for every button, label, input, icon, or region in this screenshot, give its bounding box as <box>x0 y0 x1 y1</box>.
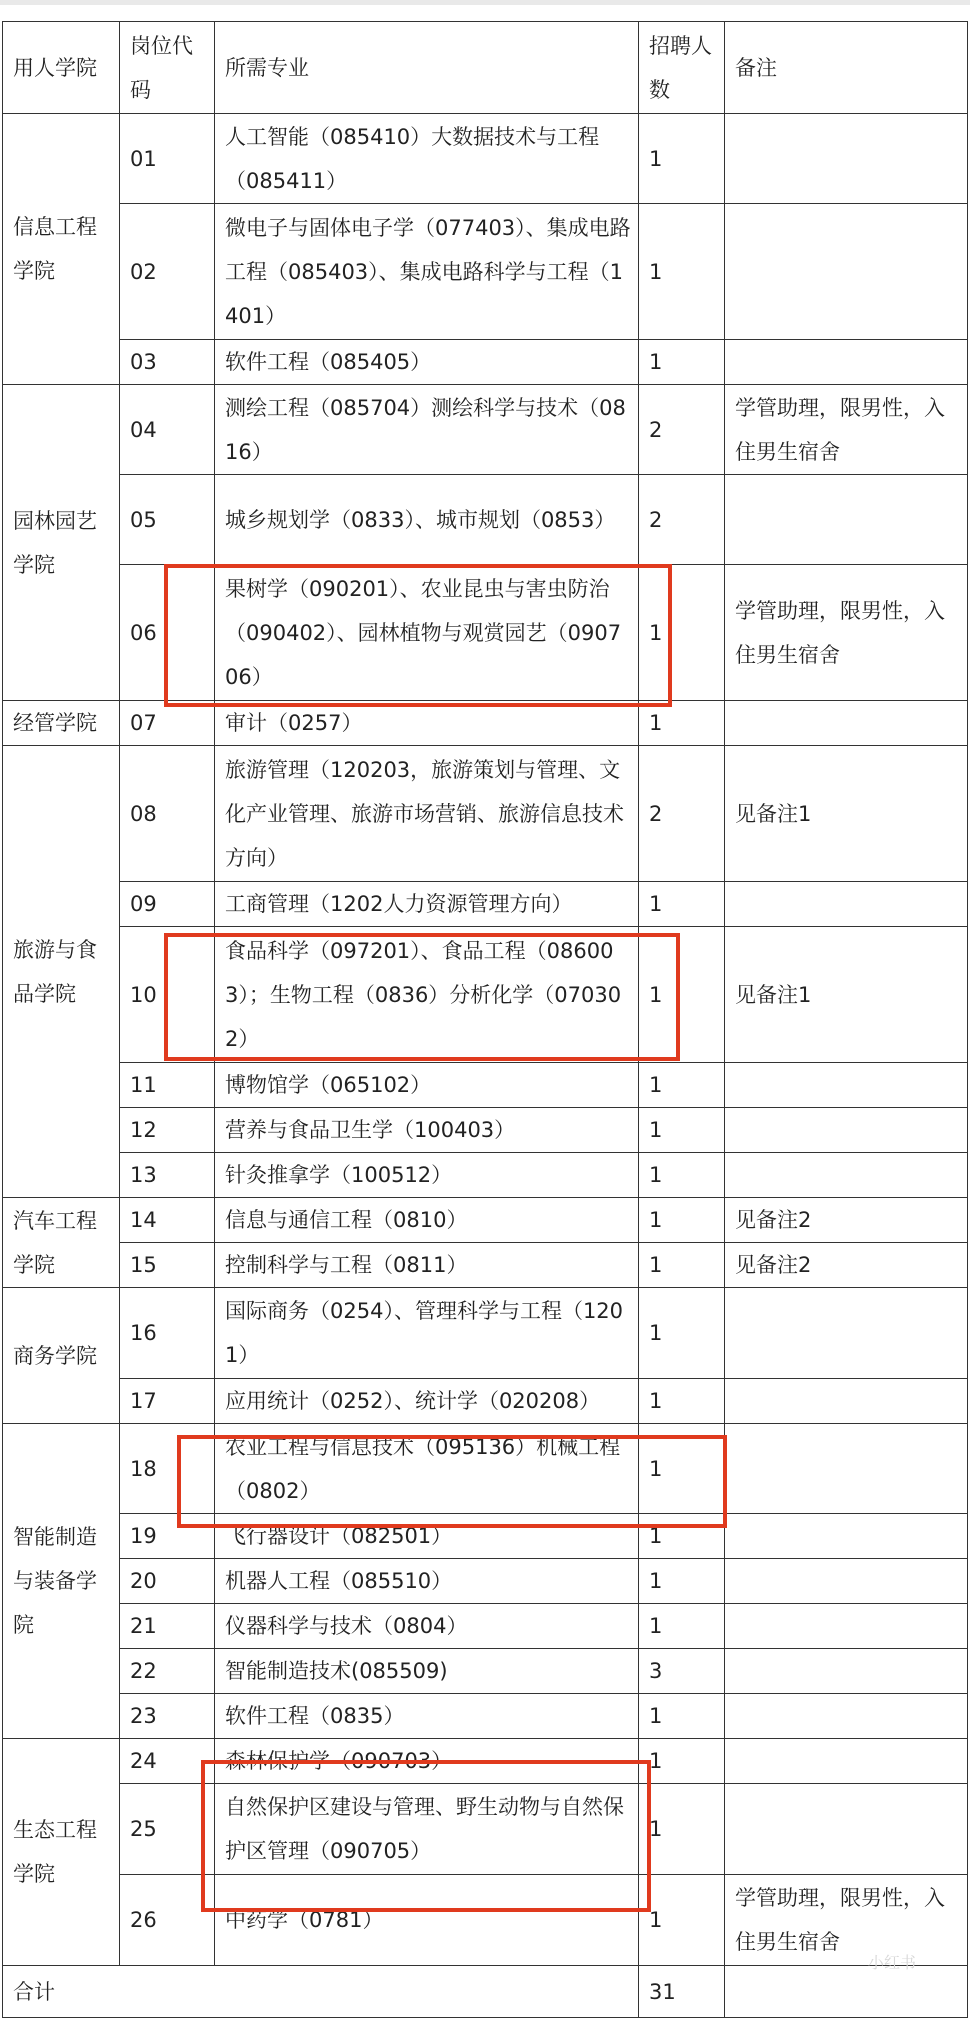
code-cell: 16 <box>120 1288 215 1379</box>
college-cell: 园林园艺学院 <box>3 385 120 701</box>
major-cell: 控制科学与工程（0811） <box>215 1243 639 1288</box>
note-cell <box>725 1604 968 1649</box>
table-row <box>3 882 968 927</box>
table-row <box>3 1559 968 1604</box>
code-cell: 10 <box>120 927 215 1063</box>
table-row <box>3 1153 968 1198</box>
code-cell: 07 <box>120 701 215 746</box>
table-row <box>3 746 968 882</box>
total-note <box>725 1966 968 2018</box>
code-cell: 05 <box>120 475 215 565</box>
table-row <box>3 1424 968 1514</box>
code-cell: 17 <box>120 1379 215 1424</box>
major-cell: 食品科学（097201）、食品工程（086003）；生物工程（0836）分析化学（070302） <box>215 927 639 1063</box>
table-row <box>3 475 968 565</box>
count-cell: 1 <box>639 701 725 746</box>
header-college: 用人学院 <box>3 22 120 114</box>
major-cell: 果树学（090201）、农业昆虫与害虫防治（090402）、园林植物与观赏园艺（090706） <box>215 565 639 701</box>
count-cell: 1 <box>639 1424 725 1514</box>
note-cell <box>725 701 968 746</box>
code-cell: 18 <box>120 1424 215 1514</box>
code-cell: 22 <box>120 1649 215 1694</box>
major-cell: 机器人工程（085510） <box>215 1559 639 1604</box>
count-cell: 1 <box>639 1243 725 1288</box>
code-cell: 19 <box>120 1514 215 1559</box>
note-cell <box>725 475 968 565</box>
code-cell: 15 <box>120 1243 215 1288</box>
major-cell: 微电子与固体电子学（077403）、集成电路工程（085403）、集成电路科学与工程（1401） <box>215 204 639 340</box>
college-cell: 汽车工程学院 <box>3 1198 120 1288</box>
count-cell: 1 <box>639 565 725 701</box>
note-cell <box>725 1559 968 1604</box>
count-cell: 1 <box>639 1694 725 1739</box>
count-cell: 1 <box>639 1153 725 1198</box>
college-cell: 经管学院 <box>3 701 120 746</box>
count-cell: 1 <box>639 1514 725 1559</box>
major-cell: 工商管理（1202人力资源管理方向） <box>215 882 639 927</box>
count-cell: 1 <box>639 204 725 340</box>
count-cell: 2 <box>639 475 725 565</box>
code-cell: 23 <box>120 1694 215 1739</box>
watermark-brand: 小红书 <box>868 1953 917 1972</box>
major-cell: 测绘工程（085704）测绘科学与技术（0816） <box>215 385 639 475</box>
code-cell: 09 <box>120 882 215 927</box>
major-cell: 应用统计（0252）、统计学（020208） <box>215 1379 639 1424</box>
note-cell <box>725 114 968 204</box>
code-cell: 24 <box>120 1739 215 1784</box>
header-major: 所需专业 <box>215 22 639 114</box>
note-cell: 学管助理，限男性，入住男生宿舍 <box>725 385 968 475</box>
table-row <box>3 385 968 475</box>
major-cell: 森林保护学（090703） <box>215 1739 639 1784</box>
college-cell: 信息工程学院 <box>3 114 120 385</box>
code-cell: 20 <box>120 1559 215 1604</box>
college-cell: 智能制造与装备学院 <box>3 1424 120 1739</box>
count-cell: 1 <box>639 1108 725 1153</box>
table-row <box>3 1694 968 1739</box>
college-cell: 生态工程学院 <box>3 1739 120 1966</box>
major-cell: 旅游管理（120203，旅游策划与管理、文化产业管理、旅游市场营销、旅游信息技术方向） <box>215 746 639 882</box>
note-cell: 见备注1 <box>725 746 968 882</box>
major-cell: 农业工程与信息技术（095136）机械工程（0802） <box>215 1424 639 1514</box>
table-row <box>3 1649 968 1694</box>
major-cell: 飞行器设计（082501） <box>215 1514 639 1559</box>
code-cell: 12 <box>120 1108 215 1153</box>
note-cell <box>725 204 968 340</box>
note-cell <box>725 1288 968 1379</box>
count-cell: 1 <box>639 114 725 204</box>
code-cell: 02 <box>120 204 215 340</box>
code-cell: 26 <box>120 1875 215 1966</box>
note-cell <box>725 1649 968 1694</box>
count-cell: 3 <box>639 1649 725 1694</box>
count-cell: 1 <box>639 1739 725 1784</box>
count-cell: 1 <box>639 1875 725 1966</box>
major-cell: 智能制造技术(085509) <box>215 1649 639 1694</box>
table-row <box>3 1514 968 1559</box>
note-cell <box>725 1063 968 1108</box>
recruitment-table <box>2 21 968 2018</box>
major-cell: 自然保护区建设与管理、野生动物与自然保护区管理（090705） <box>215 1784 639 1875</box>
note-cell <box>725 1424 968 1514</box>
count-cell: 1 <box>639 1063 725 1108</box>
table-row <box>3 1108 968 1153</box>
table-row <box>3 1288 968 1379</box>
note-cell <box>725 1694 968 1739</box>
count-cell: 1 <box>639 1379 725 1424</box>
note-cell <box>725 1153 968 1198</box>
major-cell: 信息与通信工程（0810） <box>215 1198 639 1243</box>
major-cell: 针灸推拿学（100512） <box>215 1153 639 1198</box>
table-row <box>3 204 968 340</box>
table-row <box>3 1604 968 1649</box>
header-note: 备注 <box>725 22 968 114</box>
count-cell: 1 <box>639 1288 725 1379</box>
table-row <box>3 1784 968 1875</box>
code-cell: 08 <box>120 746 215 882</box>
note-cell: 学管助理，限男性，入住男生宿舍 <box>725 565 968 701</box>
table-row <box>3 1875 968 1966</box>
code-cell: 03 <box>120 340 215 385</box>
count-cell: 2 <box>639 746 725 882</box>
major-cell: 中药学（0781） <box>215 1875 639 1966</box>
count-cell: 1 <box>639 1784 725 1875</box>
table-row <box>3 1198 968 1243</box>
note-cell <box>725 1379 968 1424</box>
note-cell: 学管助理，限男性，入住男生宿舍 <box>725 1875 968 1966</box>
major-cell: 软件工程（085405） <box>215 340 639 385</box>
note-cell <box>725 1739 968 1784</box>
header-code: 岗位代码 <box>120 22 215 114</box>
table-row <box>3 565 968 701</box>
note-cell: 见备注2 <box>725 1198 968 1243</box>
table-row <box>3 927 968 1063</box>
top-bar <box>0 0 970 5</box>
college-cell: 商务学院 <box>3 1288 120 1424</box>
table-row <box>3 1739 968 1784</box>
count-cell: 1 <box>639 1604 725 1649</box>
table-row <box>3 1379 968 1424</box>
total-row <box>3 1966 968 2018</box>
code-cell: 21 <box>120 1604 215 1649</box>
count-cell: 2 <box>639 385 725 475</box>
count-cell: 1 <box>639 1559 725 1604</box>
code-cell: 14 <box>120 1198 215 1243</box>
major-cell: 仪器科学与技术（0804） <box>215 1604 639 1649</box>
code-cell: 01 <box>120 114 215 204</box>
major-cell: 营养与食品卫生学（100403） <box>215 1108 639 1153</box>
code-cell: 25 <box>120 1784 215 1875</box>
code-cell: 11 <box>120 1063 215 1108</box>
table-row <box>3 340 968 385</box>
count-cell: 1 <box>639 340 725 385</box>
major-cell: 国际商务（0254）、管理科学与工程（1201） <box>215 1288 639 1379</box>
table-row <box>3 114 968 204</box>
major-cell: 软件工程（0835） <box>215 1694 639 1739</box>
note-cell <box>725 1784 968 1875</box>
table-row <box>3 1243 968 1288</box>
count-cell: 1 <box>639 882 725 927</box>
major-cell: 审计（0257） <box>215 701 639 746</box>
code-cell: 04 <box>120 385 215 475</box>
major-cell: 城乡规划学（0833）、城市规划（0853） <box>215 475 639 565</box>
code-cell: 06 <box>120 565 215 701</box>
code-cell: 13 <box>120 1153 215 1198</box>
note-cell <box>725 1514 968 1559</box>
note-cell <box>725 1108 968 1153</box>
note-cell: 见备注2 <box>725 1243 968 1288</box>
count-cell: 1 <box>639 1198 725 1243</box>
count-cell: 1 <box>639 927 725 1063</box>
college-cell: 旅游与食品学院 <box>3 746 120 1198</box>
table-row <box>3 701 968 746</box>
total-label: 合计 <box>3 1966 639 2018</box>
header-row <box>3 22 968 114</box>
total-count: 31 <box>639 1966 725 2018</box>
note-cell <box>725 340 968 385</box>
major-cell: 博物馆学（065102） <box>215 1063 639 1108</box>
header-count: 招聘人数 <box>639 22 725 114</box>
note-cell: 见备注1 <box>725 927 968 1063</box>
major-cell: 人工智能（085410）大数据技术与工程（085411） <box>215 114 639 204</box>
table-row <box>3 1063 968 1108</box>
note-cell <box>725 882 968 927</box>
